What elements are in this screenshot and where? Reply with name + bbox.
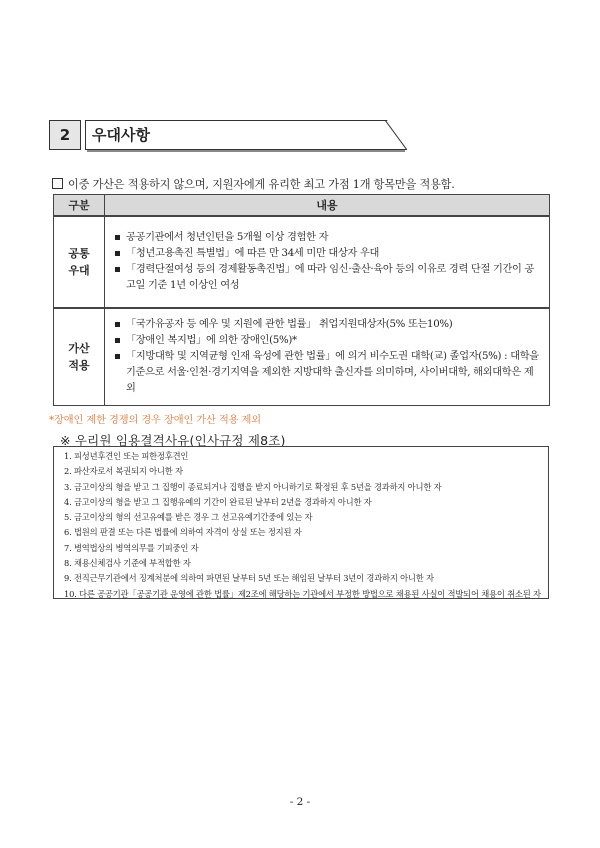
item-text: 「경력단절여성 등의 경제활동촉진법」에 따라 임신·출산·육아 등의 이유로 경력 단절 기간이 공고일 기준 1년 이상인 여성: [126, 264, 535, 291]
square-bullet-icon: [115, 354, 120, 359]
square-bullet-icon: [115, 338, 120, 343]
list-item: 4. 금고이상의 형을 받고 그 집행유예의 기간이 완료된 날부터 2년을 경과하지 아니한 자: [64, 496, 372, 507]
list-item: [114, 262, 541, 294]
list-item: 7. 병역법상의 병역의무를 기피중인 자: [64, 542, 199, 553]
list-item: 1. 피성년후견인 또는 피한정후견인: [64, 451, 189, 461]
table-row: [54, 308, 550, 406]
row-category: [54, 216, 105, 308]
list-item: [114, 333, 541, 349]
column-header-category: 구분: [54, 195, 105, 217]
item-text: 「지방대학 및 지역균형 인재 육성에 관한 법률」에 의거 비수도권 대학(교) 졸업자(5%) : 대학을 기준으로 서울·인천·경기지역을 제외한 지방대학 출신자를 의미하며, 사이버대학, 해외대학은 제외: [126, 351, 539, 394]
section-title: 우대사항: [92, 126, 150, 144]
section-header: [49, 120, 407, 152]
category-line: 공통: [68, 247, 90, 260]
list-item: [114, 246, 541, 262]
row-content: [105, 216, 550, 308]
square-bullet-icon: [115, 235, 120, 240]
intro-text: 이중 가산은 적용하지 않으며, 지원자에게 유리한 최고 가점 1개 항목만을 적용함.: [68, 178, 455, 191]
section-title-box: [85, 120, 407, 150]
category-line: 가산: [68, 342, 90, 355]
preference-table: [53, 194, 550, 406]
square-bullet-icon: [115, 322, 120, 327]
list-item: [114, 230, 541, 246]
page-number: - 2 -: [289, 796, 311, 808]
item-text: 「청년고용촉진 특별법」에 따른 만 34세 미만 대상자 우대: [126, 248, 380, 259]
checkbox-bullet-icon: [52, 178, 63, 189]
row-content: [105, 308, 550, 406]
item-text: 「국가유공자 등 예우 및 지원에 관한 법률」 취업지원대상자(5% 또는10%): [126, 319, 453, 330]
list-item: 10. 다른 공공기관「공공기관 운영에 관한 법률」제2조에 해당하는 기관에서 부정한 방법으로 채용된 사실이 적발되어 채용이 취소된 자: [64, 588, 541, 599]
category-line: 적용: [68, 359, 90, 372]
list-item: 2. 파산자로서 복권되지 아니한 자: [64, 466, 183, 477]
category-line: 우대: [68, 264, 90, 277]
list-item: 8. 채용신체검사 기준에 부적합한 자: [64, 558, 191, 569]
row-category: [54, 308, 105, 406]
list-item: [114, 317, 541, 333]
list-item: 6. 법원의 판결 또는 다른 법률에 의하여 자격이 상실 또는 정지된 자: [64, 527, 302, 538]
item-text: 공공기관에서 청년인턴을 5개월 이상 경험한 자: [126, 232, 329, 243]
footnote: *장애인 제한 경쟁의 경우 장애인 가산 적용 제외: [49, 415, 262, 426]
column-header-content: 내용: [105, 195, 550, 217]
table-header-row: [54, 195, 550, 217]
square-bullet-icon: [115, 267, 120, 272]
list-item: 5. 금고이상의 형의 선고유예를 받은 경우 그 선고유예기간중에 있는 자: [64, 512, 313, 523]
table-row: [54, 216, 550, 308]
section-corner-decoration: [385, 120, 407, 150]
intro-line: [52, 176, 455, 192]
disqualification-list: [64, 449, 546, 602]
list-item: 3. 금고이상의 형을 받고 그 집행이 종료되거나 집행을 받지 아니하기로 확정된 후 5년을 경과하지 아니한 자: [64, 481, 442, 492]
list-item: [114, 349, 541, 397]
item-text: 「장애인 복지법」에 의한 장애인(5%)*: [126, 335, 297, 346]
section-underline: [87, 150, 405, 152]
square-bullet-icon: [115, 251, 120, 256]
list-item: 9. 전직근무기관에서 징계처분에 의하여 파면된 날부터 5년 또는 해임된 날부터 3년이 경과하지 아니한 자: [64, 573, 434, 584]
disqualification-title: ※ 우리원 임용결격사유(인사규정 제8조): [60, 433, 286, 448]
section-number: 2: [49, 120, 81, 150]
